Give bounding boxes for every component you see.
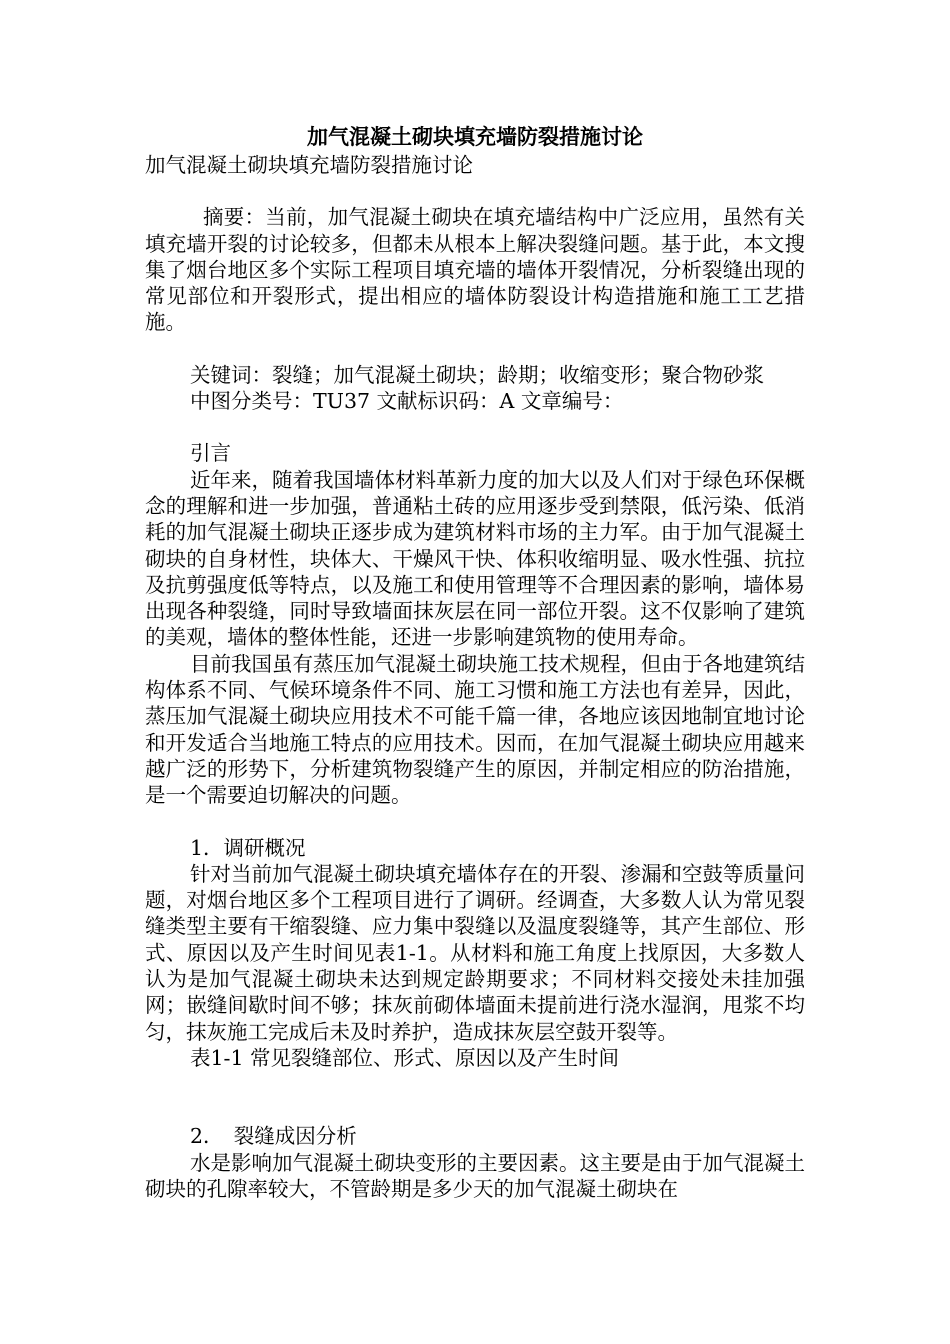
section-2-heading: 2． 裂缝成因分析 [190, 1124, 357, 1149]
section-1-paragraph: 针对当前加气混凝土砌块填充墙体存在的开裂、渗漏和空鼓等质量问题，对烟台地区多个工程项目进行了调研。经调查，大多数人认为常见裂缝类型主要有干缩裂缝、应力集中裂缝以及温度裂缝等，其产生部位、形式、原因以及产生时间见表1-1。从材料和施工角度上找原因，大多数人认为是加气混凝土砌块未达到规定龄期要求；不同材料交接处未挂加强网；嵌缝间歇时间不够；抹灰前砌体墙面未提前进行浇水湿润，甩浆不均匀，抹灰施工完成后未及时养护，造成抹灰层空鼓开裂等。 [145, 861, 805, 1044]
document-page [145, 122, 805, 1202]
spacer [145, 414, 805, 440]
spacer [145, 336, 805, 362]
spacer [145, 178, 805, 204]
document-title: 加气混凝土砌块填充墙防裂措施讨论 [307, 124, 643, 149]
intro-paragraph-2: 目前我国虽有蒸压加气混凝土砌块施工技术规程，但由于各地建筑结构体系不同、气候环境条件不同、施工习惯和施工方法也有差异，因此，蒸压加气混凝土砌块应用技术不可能千篇一律，各地应该因地制宜地讨论和开发适合当地施工特点的应用技术。因而，在加气混凝土砌块应用越来越广泛的形势下，分析建筑物裂缝产生的原因，并制定相应的防治措施，是一个需要迫切解决的问题。 [145, 651, 805, 808]
section-2-paragraph: 水是影响加气混凝土砌块变形的主要因素。这主要是由于加气混凝土砌块的孔隙率较大，不管龄期是多少天的加气混凝土砌块在 [145, 1150, 805, 1201]
spacer [145, 1071, 805, 1123]
document-subtitle: 加气混凝土砌块填充墙防裂措施讨论 [145, 153, 473, 177]
intro-heading: 引言 [190, 441, 231, 466]
section-1-heading: 1．调研概况 [190, 835, 306, 860]
classification-line: 中图分类号：TU37 文献标识码：A 文章编号： [190, 389, 624, 414]
abstract-paragraph: 摘要：当前，加气混凝土砌块在填充墙结构中广泛应用，虽然有关填充墙开裂的讨论较多，但都未从根本上解决裂缝问题。基于此，本文搜集了烟台地区多个实际工程项目填充墙的墙体开裂情况，分析裂缝出现的常见部位和开裂形式，提出相应的墙体防裂设计构造措施和施工工艺措施。 [145, 205, 805, 335]
table-caption: 表1-1 常见裂缝部位、形式、原因以及产生时间 [190, 1045, 620, 1070]
intro-paragraph-1: 近年来，随着我国墙体材料革新力度的加大以及人们对于绿色环保概念的理解和进一步加强，普通粘土砖的应用逐步受到禁限，低污染、低消耗的加气混凝土砌块正逐步成为建筑材料市场的主力军。由于加气混凝土砌块的自身材性，块体大、干燥风干快、体积收缩明显、吸水性强、抗拉及抗剪强度低等特点，以及施工和使用管理等不合理因素的影响，墙体易出现各种裂缝，同时导致墙面抹灰层在同一部位开裂。这不仅影响了建筑的美观，墙体的整体性能，还进一步影响建筑物的使用寿命。 [145, 467, 805, 650]
keywords-line: 关键词：裂缝；加气混凝土砌块；龄期；收缩变形；聚合物砂浆 [190, 362, 764, 387]
spacer [145, 809, 805, 835]
